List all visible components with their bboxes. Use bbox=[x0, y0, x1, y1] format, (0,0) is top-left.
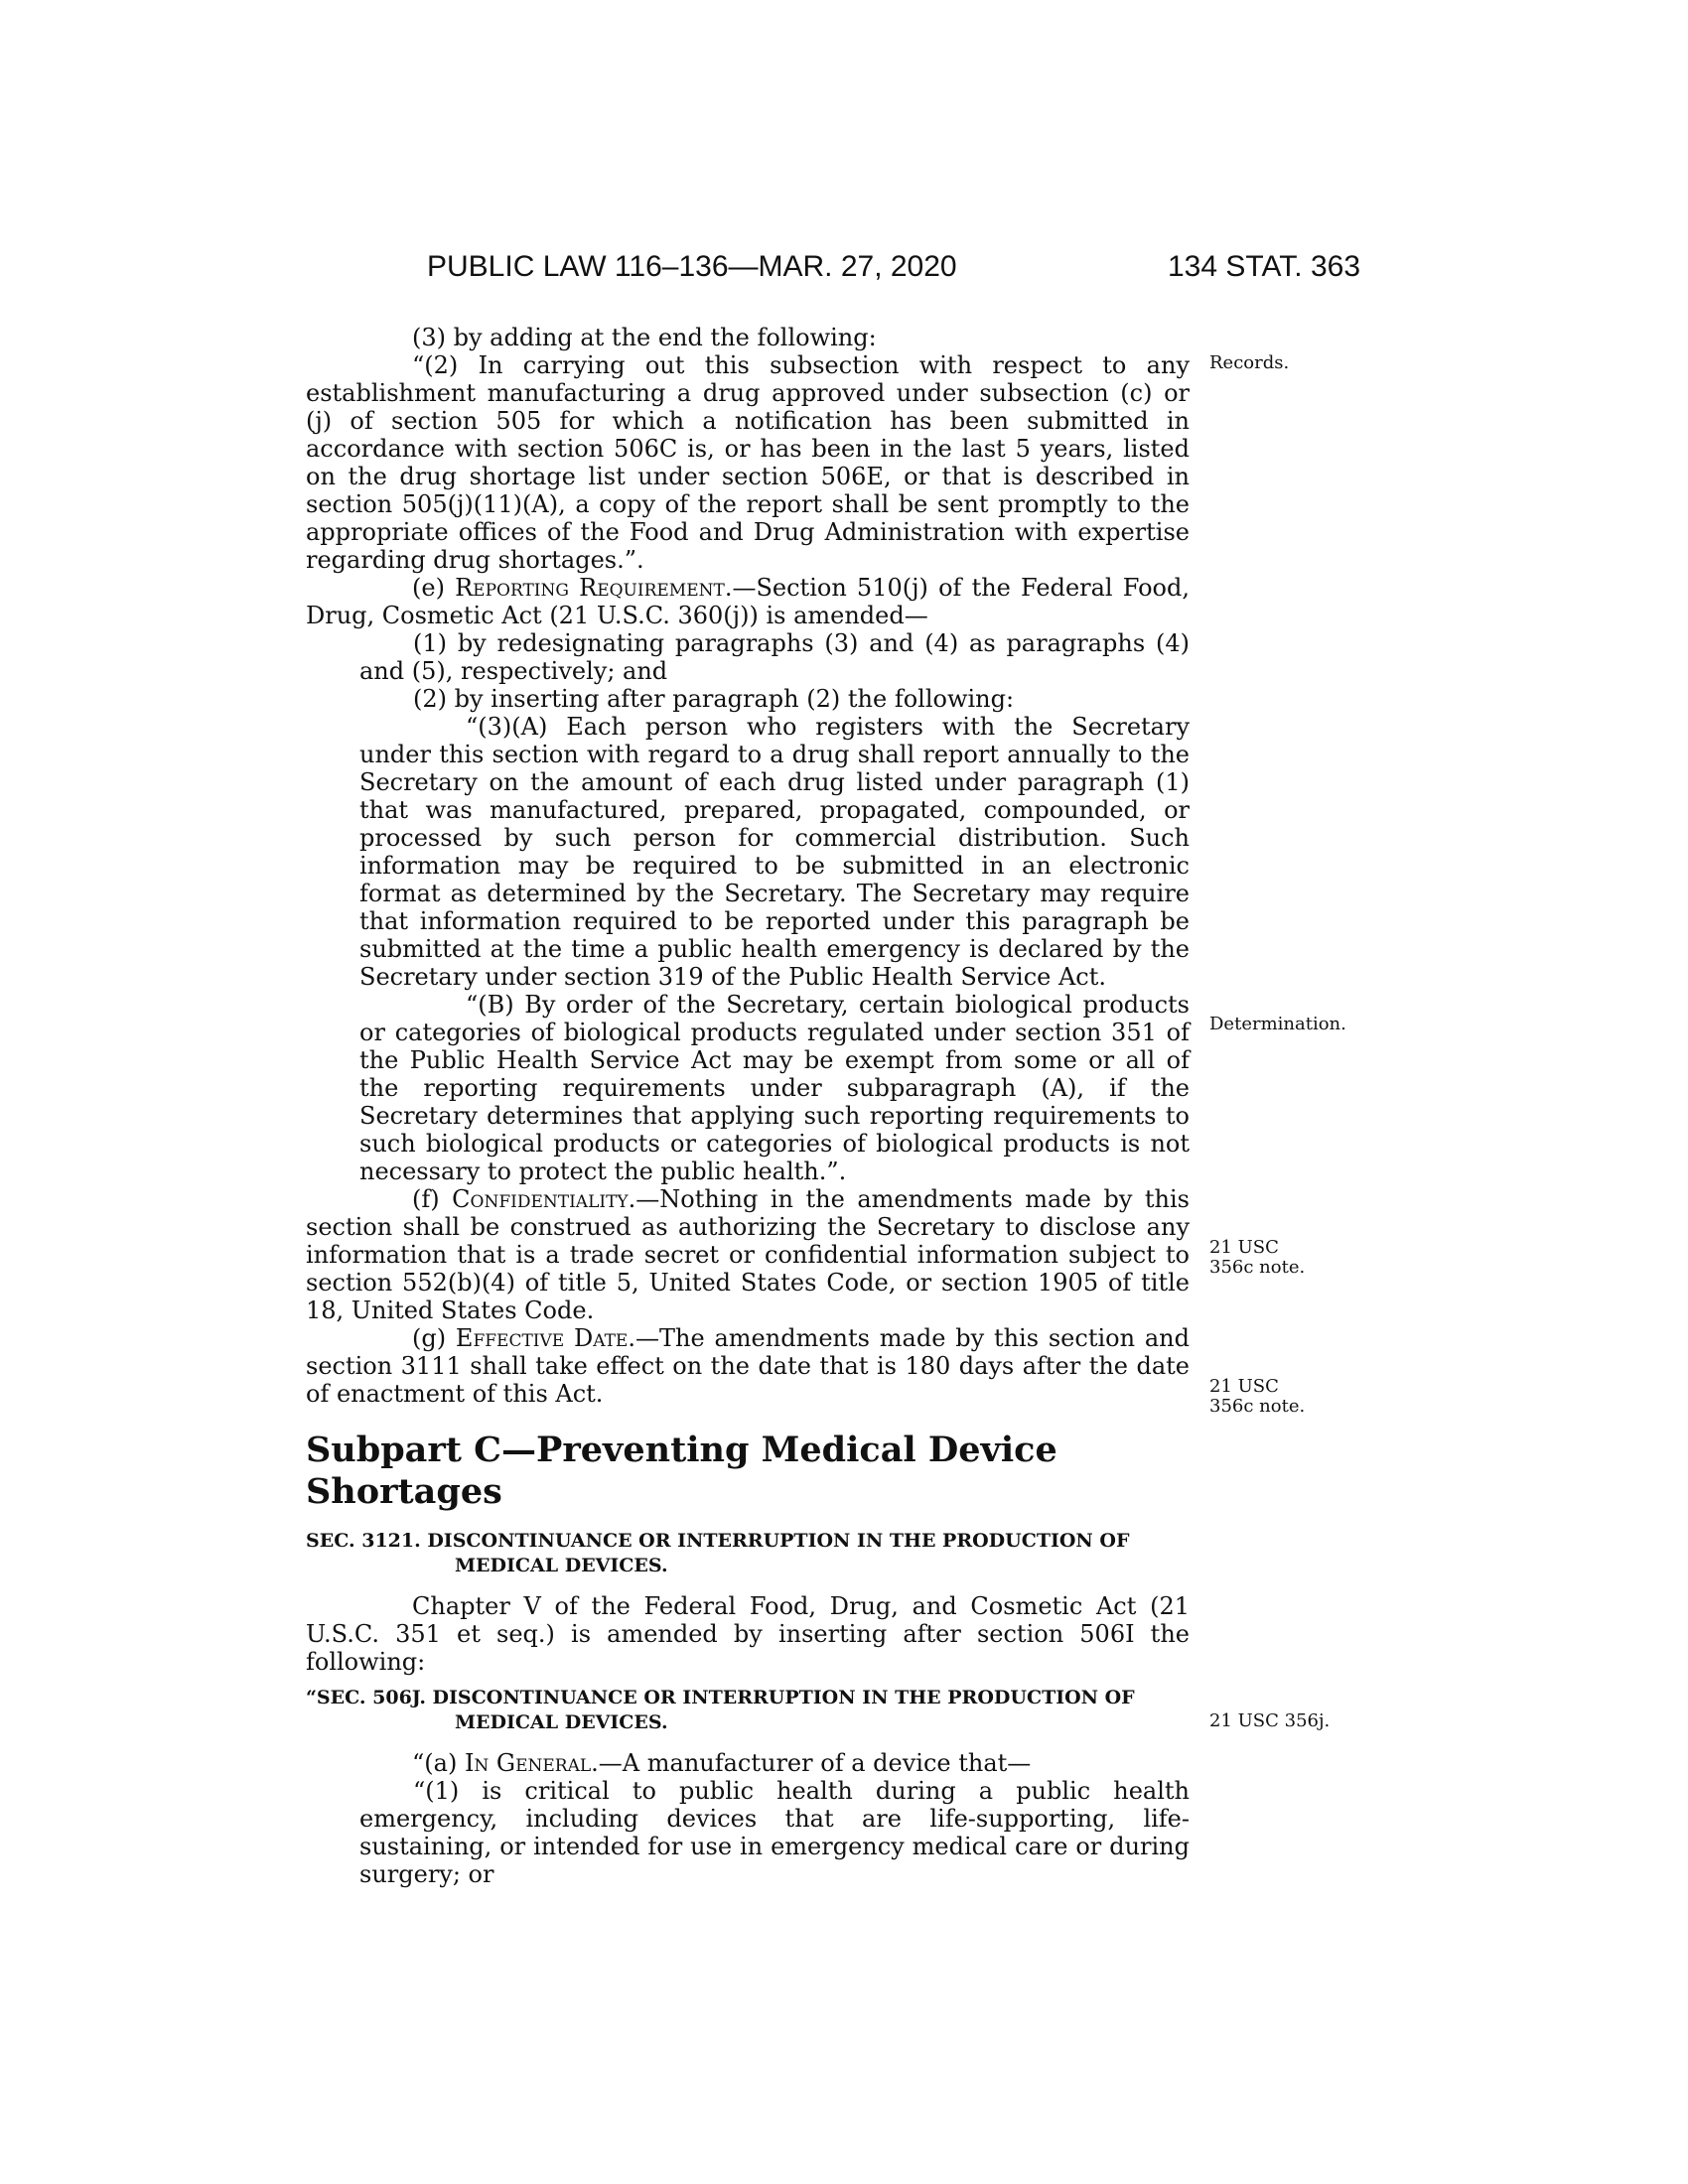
subsection-f bbox=[306, 1185, 1190, 1324]
margin-note-records: Records. bbox=[1209, 352, 1290, 373]
subsection-g-text: .—The amendments made by this section and section 3111 shall take effect on the date that is 180 days after the date of enactment of this Act. bbox=[306, 1324, 1190, 1408]
subsection-g bbox=[306, 1324, 1190, 1408]
subsection-a-heading: In General bbox=[464, 1749, 592, 1777]
margin-note-usc-356c-2: 21 USC 356c note. bbox=[1209, 1376, 1306, 1417]
subsection-f-heading: Confidentiality bbox=[452, 1185, 629, 1213]
subsection-a bbox=[306, 1749, 1190, 1777]
subsection-a-lead: “(a) bbox=[412, 1749, 465, 1777]
subsection-e-heading: Reporting Requirement bbox=[455, 574, 725, 602]
margin-note-determination: Determination. bbox=[1209, 1014, 1346, 1034]
chapter-v-paragraph: Chapter V of the Federal Food, Drug, and Cosmetic Act (21 U.S.C. 351 et seq.) is amended by inserting after section 506I the following: bbox=[306, 1592, 1190, 1676]
section-506j-heading: “SEC. 506J. DISCONTINUANCE OR INTERRUPTION IN THE PRODUCTION OF MEDICAL DEVICES. bbox=[306, 1687, 1135, 1733]
paragraph-critical-device: “(1) is critical to public health during a public health emergency, including devices that are life-supporting, life-sustaining, or intended for use in emergency medical care or during surgery; or bbox=[359, 1777, 1190, 1888]
running-header-title: PUBLIC LAW 116–136—MAR. 27, 2020 bbox=[427, 250, 957, 283]
paragraph-3a: “(3)(A) Each person who registers with the Secretary under this section with regard to a drug shall report annually to the Secretary on the amount of each drug listed under paragraph (1) that was manufactured, prepared, propagated, compounded, or processed by such person for commercial distribution. Such information may be required to be submitted in an electronic format as determined by the Secretary. The Secretary may require that information required to be reported under this paragraph be submitted at the time a public health emergency is declared by the Secretary under section 319 of the Public Health Service Act. bbox=[359, 713, 1190, 991]
paragraph-1-redesignating: (1) by redesignating paragraphs (3) and (4) as paragraphs (4) and (5), respectively; and bbox=[359, 629, 1190, 685]
subsection-e bbox=[306, 574, 1190, 629]
subpart-heading: Subpart C—Preventing Medical Device Shortages bbox=[306, 1430, 1057, 1512]
margin-note-usc-356j: 21 USC 356j. bbox=[1209, 1710, 1331, 1731]
paragraph-3b: “(B) By order of the Secretary, certain biological products or categories of biological products regulated under section 351 of the Public Health Service Act may be exempt from some or all of the reporting requirements under subparagraph (A), if the Secretary determines that applying such reporting requirements to such biological products or categories of biological products is not necessary to protect the public health.”. bbox=[359, 991, 1190, 1185]
page-reference: 134 STAT. 363 bbox=[1168, 250, 1361, 283]
main-text-column bbox=[306, 324, 1190, 1888]
subsection-e-text: .—Section 510(j) of the Federal Food, Drug, Cosmetic Act (21 U.S.C. 360(j)) is amended— bbox=[306, 574, 1190, 629]
subsection-a-text: .—A manufacturer of a device that— bbox=[591, 1749, 1032, 1777]
paragraph-3-adding: (3) by adding at the end the following: bbox=[412, 324, 877, 351]
subsection-f-text: .—Nothing in the amendments made by this section shall be construed as authorizing the Secretary to disclose any information that is a trade secret or confidential information subject to section 552(b)(4) of title 5, United States Code, or section 1905 of title 18, United States Code. bbox=[306, 1185, 1190, 1324]
subsection-e-lead: (e) bbox=[412, 574, 456, 602]
paragraph-quoted-2: “(2) In carrying out this subsection with respect to any establishment manufacturing a drug approved under subsection (c) or (j) of section 505 for which a notification has been submitted in accordance with section 506C is, or has been in the last 5 years, listed on the drug shortage list under section 506E, or that is described in section 505(j)(11)(A), a copy of the report shall be sent promptly to the appropriate offices of the Food and Drug Administration with expertise regarding drug shortages.”. bbox=[306, 351, 1190, 574]
subsection-f-lead: (f) bbox=[412, 1185, 453, 1213]
section-3121-heading: SEC. 3121. DISCONTINUANCE OR INTERRUPTION IN THE PRODUCTION OF MEDICAL DEVICES. bbox=[306, 1530, 1130, 1576]
margin-note-usc-356c-1: 21 USC 356c note. bbox=[1209, 1237, 1306, 1278]
subsection-g-heading: Effective Date bbox=[455, 1324, 629, 1352]
subsection-g-lead: (g) bbox=[412, 1324, 456, 1352]
paragraph-2-inserting: (2) by inserting after paragraph (2) the following: bbox=[413, 685, 1015, 713]
